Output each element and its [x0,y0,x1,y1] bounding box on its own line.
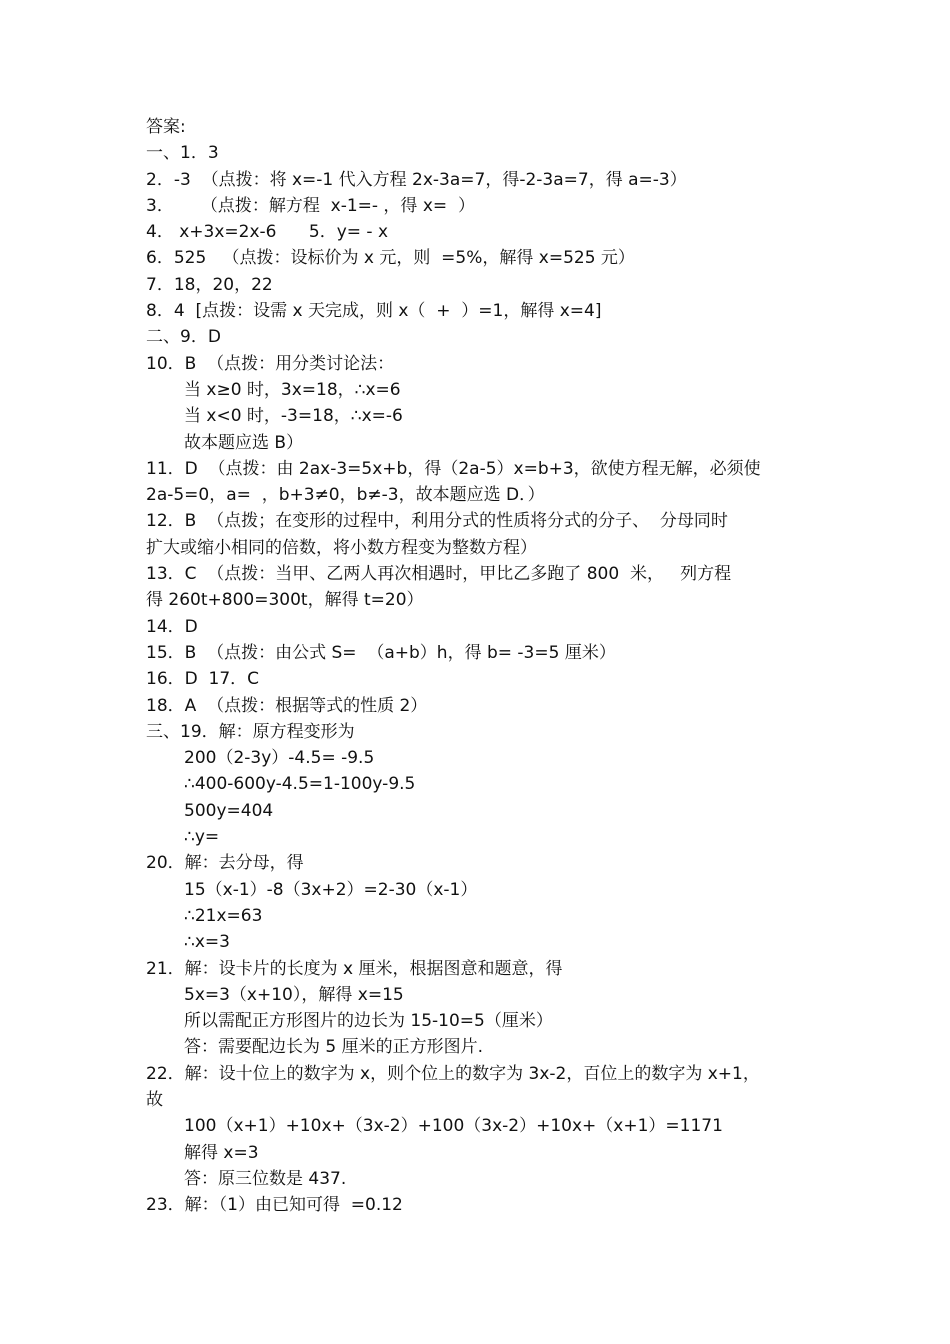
doc-line-6: 6．525 （点拨：设标价为 x 元，则 =5%，解得 x=525 元） [146,248,635,269]
doc-line-26: ∴400-600y-4.5=1-100y-9.5 [184,774,416,795]
doc-line-15: 2a-5=0，a= ，b+3≠0，b≠-3，故本题应选 D．） [146,485,545,506]
doc-line-41: 答：原三位数是 437. [184,1168,347,1189]
doc-line-38: 故 [146,1089,163,1110]
answer-key-text [146,114,826,1218]
doc-line-42: 23．解：（1）由已知可得 =0.12 [146,1195,403,1216]
doc-line-30: 15（x-1）-8（3x+2）=2-30（x-1） [184,879,478,900]
doc-line-25: 200（2-3y）-4.5= -9.5 [184,748,375,769]
doc-line-31: ∴21x=63 [184,905,263,926]
doc-line-8: 8．4 [点拨：设需 x 天完成，则 x（ + ）=1，解得 x=4] [146,301,602,322]
doc-line-2: 一、1．3 [146,143,219,164]
doc-line-24: 三、19．解：原方程变形为 [146,721,355,742]
doc-line-27: 500y=404 [184,800,274,821]
doc-line-3: 2．-3 （点拨：将 x=-1 代入方程 2x-3a=7，得-2-3a=7，得 a=-3） [146,169,687,190]
doc-line-4: 3． （点拨：解方程 x-1=- ，得 x= ） [146,195,475,216]
doc-line-28: ∴y= [184,827,220,848]
doc-line-5: 4． x+3x=2x-6 5．y= - x [146,222,389,243]
doc-line-7: 7．18，20，22 [146,274,273,295]
doc-line-34: 5x=3（x+10），解得 x=15 [184,984,404,1005]
doc-line-16: 12．B （点拨；在变形的过程中，利用分式的性质将分式的分子、 分母同时 [146,511,728,532]
doc-line-11: 当 x≥0 时，3x=18，∴x=6 [184,379,401,400]
doc-line-29: 20．解：去分母，得 [146,853,304,874]
doc-line-14: 11．D （点拨：由 2ax-3=5x+b，得（2a-5）x=b+3，欲使方程无解，必须使 [146,458,761,479]
doc-line-39: 100（x+1）+10x+（3x-2）+100（3x-2）+10x+（x+1）=1171 [184,1116,723,1137]
doc-line-32: ∴x=3 [184,932,230,953]
doc-line-35: 所以需配正方形图片的边长为 15-10=5（厘米） [184,1011,553,1032]
doc-line-1: 答案: [146,117,186,137]
doc-line-17: 扩大或缩小相同的倍数，将小数方程变为整数方程） [146,537,537,558]
doc-line-20: 14．D [146,616,198,637]
doc-line-40: 解得 x=3 [184,1142,259,1163]
doc-line-10: 10．B （点拨：用分类讨论法： [146,353,395,374]
doc-line-22: 16．D 17．C [146,669,260,690]
doc-line-37: 22．解：设十位上的数字为 x，则个位上的数字为 3x-2，百位上的数字为 x+1， [146,1063,760,1084]
doc-line-19: 得 260t+800=300t，解得 t=20） [146,590,424,611]
doc-line-18: 13．C （点拨：当甲、乙两人再次相遇时，甲比乙多跑了 800 米， 列方程 [146,564,732,585]
doc-line-12: 当 x<0 时，-3=18，∴x=-6 [184,406,403,427]
doc-line-21: 15．B （点拨：由公式 S= （a+b）h，得 b= -3=5 厘米） [146,642,616,663]
doc-line-9: 二、9．D [146,327,221,348]
doc-line-33: 21．解：设卡片的长度为 x 厘米，根据图意和题意，得 [146,958,563,979]
doc-line-36: 答：需要配边长为 5 厘米的正方形图片. [184,1037,484,1058]
doc-line-23: 18．A （点拨：根据等式的性质 2） [146,695,428,716]
doc-line-13: 故本题应选 B） [184,432,304,453]
